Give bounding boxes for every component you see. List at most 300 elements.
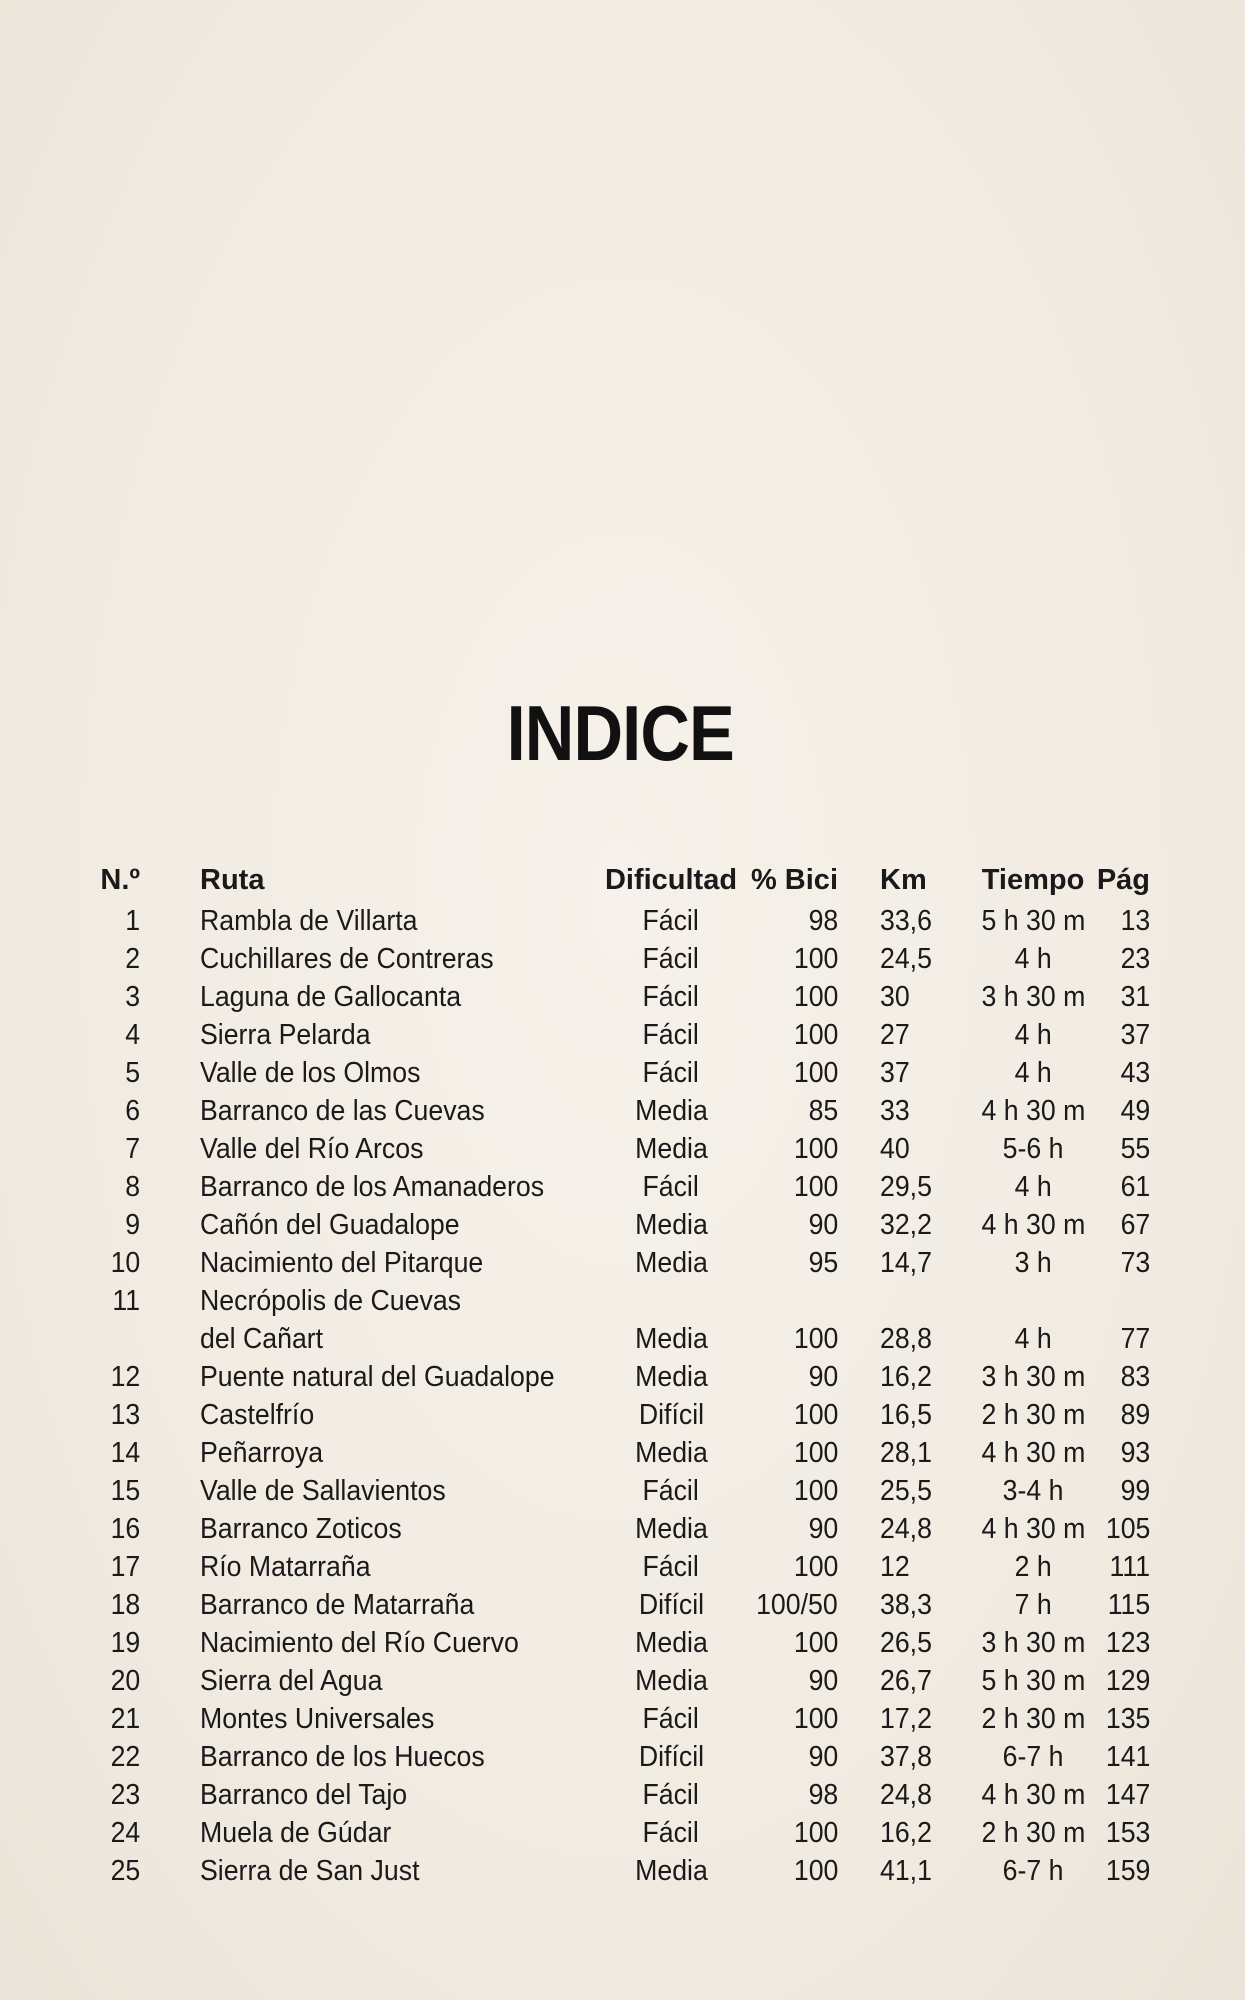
cell-num-text: 12: [110, 1361, 140, 1393]
cell-km-text: 28,1: [880, 1437, 932, 1469]
cell-tiempo-text: 5 h 30 m: [981, 905, 1085, 937]
cell-num: [100, 1206, 140, 1244]
cell-ruta-text: Barranco de los Amanaderos: [200, 1171, 545, 1203]
cell-pag: [1092, 1016, 1150, 1054]
table-row: [100, 978, 1150, 1016]
cell-tiempo-text: 5 h 30 m: [981, 1665, 1085, 1697]
cell-bici: [740, 1092, 838, 1130]
cell-num: [100, 1738, 140, 1776]
cell-dificultad: [602, 1434, 740, 1472]
cell-km-text: 29,5: [880, 1171, 932, 1203]
page-title: [72, 688, 1168, 779]
header-bici: % Bici: [750, 864, 838, 896]
cell-bici: [740, 1738, 838, 1776]
cell-dificultad-text: Fácil: [642, 1019, 700, 1051]
cell-ruta: [140, 1472, 602, 1510]
cell-pag: [1092, 902, 1150, 940]
table-row: [100, 1168, 1150, 1206]
cell-dificultad: [602, 1700, 740, 1738]
cell-dificultad-text: Media: [634, 1665, 708, 1697]
cell-ruta: [140, 1206, 602, 1244]
cell-tiempo-text: 3 h 30 m: [981, 981, 1085, 1013]
table-row: [100, 1510, 1150, 1548]
cell-dificultad-text: Fácil: [642, 1475, 700, 1507]
cell-ruta: [140, 1700, 602, 1738]
cell-pag-text: 93: [1120, 1437, 1150, 1469]
cell-dificultad: [602, 1016, 740, 1054]
cell-bici-text: 90: [808, 1361, 838, 1393]
cell-km: [838, 1092, 974, 1130]
cell-dificultad-text: Media: [634, 1513, 708, 1545]
cell-pag: [1092, 1054, 1150, 1092]
cell-num-text: 15: [110, 1475, 140, 1507]
cell-dificultad-text: Difícil: [638, 1589, 704, 1621]
cell-tiempo-text: 3 h 30 m: [981, 1361, 1085, 1393]
cell-bici: [740, 1130, 838, 1168]
cell-km-text: 26,7: [880, 1665, 932, 1697]
cell-num-text: 9: [125, 1209, 140, 1241]
cell-dificultad: [602, 978, 740, 1016]
cell-pag: [1092, 1586, 1150, 1624]
cell-tiempo: [974, 1852, 1092, 1890]
cell-pag-text: 55: [1120, 1133, 1150, 1165]
cell-pag: [1092, 940, 1150, 978]
table-row: [100, 1472, 1150, 1510]
index-table: [100, 858, 1150, 1890]
cell-tiempo: [974, 1396, 1092, 1434]
cell-dificultad: [602, 1472, 740, 1510]
cell-km: [838, 1168, 974, 1206]
cell-tiempo-text: 4 h 30 m: [981, 1095, 1085, 1127]
cell-ruta-text: Barranco Zoticos: [200, 1513, 402, 1545]
cell-num-text: 18: [110, 1589, 140, 1621]
cell-dificultad: [602, 1586, 740, 1624]
cell-bici-text: 90: [808, 1665, 838, 1697]
cell-pag: [1092, 1244, 1150, 1282]
cell-km: [838, 1852, 974, 1890]
cell-ruta: [140, 1852, 602, 1890]
cell-bici: [740, 978, 838, 1016]
cell-dificultad-text: Fácil: [642, 1817, 700, 1849]
cell-num-text: 5: [125, 1057, 140, 1089]
cell-num-text: 2: [125, 943, 140, 975]
cell-km-text: 32,2: [880, 1209, 932, 1241]
cell-km: [838, 1776, 974, 1814]
cell-dificultad: [602, 1320, 740, 1358]
cell-pag: [1092, 1472, 1150, 1510]
cell-bici: [740, 940, 838, 978]
cell-km-text: 27: [880, 1019, 910, 1051]
cell-ruta: [140, 1282, 602, 1320]
cell-dificultad-text: Media: [634, 1095, 708, 1127]
cell-km-text: 17,2: [880, 1703, 932, 1735]
cell-bici-text: 100: [793, 1855, 838, 1887]
cell-tiempo-text: 4 h: [1014, 1323, 1052, 1355]
cell-ruta: [140, 1662, 602, 1700]
cell-bici-text: 100: [793, 943, 838, 975]
cell-bici-text: 100: [793, 1399, 838, 1431]
cell-bici-text: 95: [808, 1247, 838, 1279]
table-row: [100, 1130, 1150, 1168]
cell-tiempo-text: 4 h: [1014, 943, 1052, 975]
cell-bici-text: 100: [793, 1019, 838, 1051]
cell-dificultad: [602, 902, 740, 940]
cell-dificultad-text: Media: [634, 1361, 708, 1393]
cell-dificultad-text: Fácil: [642, 943, 700, 975]
cell-pag-text: 105: [1105, 1513, 1150, 1545]
cell-tiempo: [974, 1016, 1092, 1054]
cell-pag-text: 49: [1120, 1095, 1150, 1127]
cell-pag: [1092, 1396, 1150, 1434]
table-row: [100, 1282, 1150, 1320]
cell-num: [100, 1586, 140, 1624]
cell-pag-text: 73: [1120, 1247, 1150, 1279]
cell-km-text: 33: [880, 1095, 910, 1127]
cell-pag: [1092, 1092, 1150, 1130]
cell-dificultad-text: Difícil: [638, 1399, 704, 1431]
cell-tiempo: [974, 1168, 1092, 1206]
cell-ruta-text: Cuchillares de Contreras: [200, 943, 494, 975]
cell-dificultad: [602, 1244, 740, 1282]
cell-num-text: 22: [110, 1741, 140, 1773]
cell-bici-text: 90: [808, 1741, 838, 1773]
cell-km-text: 12: [880, 1551, 910, 1583]
cell-ruta: [140, 1624, 602, 1662]
cell-ruta-text: Cañón del Guadalope: [200, 1209, 460, 1241]
table-row: [100, 1054, 1150, 1092]
cell-bici: [740, 1586, 838, 1624]
cell-tiempo-text: 5-6 h: [1002, 1133, 1064, 1165]
cell-tiempo: [974, 978, 1092, 1016]
cell-ruta: [140, 1776, 602, 1814]
cell-dificultad: [602, 1814, 740, 1852]
cell-km: [838, 1244, 974, 1282]
cell-bici-text: 100/50: [756, 1589, 838, 1621]
cell-num: [100, 1510, 140, 1548]
cell-pag: [1092, 1320, 1150, 1358]
cell-km: [838, 940, 974, 978]
cell-dificultad: [602, 1510, 740, 1548]
cell-tiempo-text: 2 h 30 m: [981, 1817, 1085, 1849]
cell-tiempo-text: 3 h 30 m: [981, 1627, 1085, 1659]
cell-km-text: 33,6: [880, 905, 932, 937]
cell-bici-text: 100: [793, 1057, 838, 1089]
table-row: [100, 1244, 1150, 1282]
cell-km-text: 26,5: [880, 1627, 932, 1659]
cell-bici-text: 98: [808, 1779, 838, 1811]
cell-ruta: [140, 1586, 602, 1624]
cell-ruta-text: Necrópolis de Cuevas: [200, 1285, 462, 1317]
cell-num: [100, 1320, 140, 1358]
cell-km: [838, 1054, 974, 1092]
cell-km: [838, 1700, 974, 1738]
cell-num-text: 20: [110, 1665, 140, 1697]
cell-tiempo-text: 4 h: [1014, 1019, 1052, 1051]
cell-tiempo-text: 4 h 30 m: [981, 1437, 1085, 1469]
cell-bici: [740, 1700, 838, 1738]
cell-tiempo: [974, 902, 1092, 940]
table-row: [100, 1016, 1150, 1054]
cell-ruta: [140, 1168, 602, 1206]
cell-bici-text: 100: [793, 1627, 838, 1659]
cell-km: [838, 1320, 974, 1358]
cell-dificultad-text: Fácil: [642, 1551, 700, 1583]
cell-tiempo-text: 4 h: [1014, 1057, 1052, 1089]
cell-pag-text: 115: [1107, 1589, 1150, 1621]
cell-km-text: 16,2: [880, 1361, 932, 1393]
cell-dificultad-text: Media: [634, 1437, 708, 1469]
header-dificultad: Dificultad: [604, 864, 738, 896]
cell-bici: [740, 1054, 838, 1092]
cell-pag: [1092, 1814, 1150, 1852]
cell-tiempo: [974, 1472, 1092, 1510]
cell-ruta: [140, 978, 602, 1016]
cell-dificultad: [602, 1168, 740, 1206]
cell-dificultad-text: Difícil: [638, 1741, 704, 1773]
cell-dificultad-text: Media: [634, 1627, 708, 1659]
cell-km: [838, 1814, 974, 1852]
cell-tiempo-text: 6-7 h: [1002, 1855, 1064, 1887]
cell-ruta: [140, 1320, 602, 1358]
cell-tiempo: [974, 1776, 1092, 1814]
cell-pag-text: 123: [1105, 1627, 1150, 1659]
cell-ruta-text: Laguna de Gallocanta: [200, 981, 462, 1013]
cell-dificultad-text: Fácil: [642, 981, 700, 1013]
cell-tiempo-text: 2 h 30 m: [981, 1703, 1085, 1735]
cell-num: [100, 1130, 140, 1168]
cell-num-text: 19: [110, 1627, 140, 1659]
cell-pag-text: 135: [1105, 1703, 1150, 1735]
cell-tiempo: [974, 1738, 1092, 1776]
cell-bici: [740, 1168, 838, 1206]
cell-dificultad: [602, 1282, 740, 1320]
cell-ruta: [140, 1396, 602, 1434]
cell-num: [100, 940, 140, 978]
cell-bici: [740, 1358, 838, 1396]
cell-ruta-text: Sierra del Agua: [200, 1665, 383, 1697]
header-tiempo: Tiempo: [981, 864, 1085, 896]
cell-bici: [740, 1282, 838, 1320]
cell-pag-text: 37: [1120, 1019, 1150, 1051]
cell-pag-text: 153: [1105, 1817, 1150, 1849]
cell-tiempo-text: 6-7 h: [1002, 1741, 1064, 1773]
table-row: [100, 1320, 1150, 1358]
cell-ruta: [140, 1016, 602, 1054]
cell-dificultad: [602, 1092, 740, 1130]
index-table-header: [100, 858, 1150, 902]
cell-tiempo: [974, 1814, 1092, 1852]
cell-bici-text: 100: [793, 1171, 838, 1203]
cell-ruta: [140, 1814, 602, 1852]
cell-tiempo: [974, 1510, 1092, 1548]
cell-tiempo-text: 2 h 30 m: [981, 1399, 1085, 1431]
cell-tiempo: [974, 1662, 1092, 1700]
cell-ruta-text: Puente natural del Guadalope: [200, 1361, 555, 1393]
cell-bici: [740, 1396, 838, 1434]
cell-num: [100, 1396, 140, 1434]
cell-km: [838, 1206, 974, 1244]
cell-dificultad-text: Fácil: [642, 1057, 700, 1089]
cell-tiempo-text: 4 h 30 m: [981, 1209, 1085, 1241]
cell-bici-text: 100: [793, 1817, 838, 1849]
cell-tiempo: [974, 1054, 1092, 1092]
cell-km: [838, 1016, 974, 1054]
cell-bici: [740, 1016, 838, 1054]
cell-num-text: 17: [110, 1551, 140, 1583]
cell-tiempo: [974, 1092, 1092, 1130]
cell-num-text: 10: [110, 1247, 140, 1279]
cell-km: [838, 1130, 974, 1168]
table-row: [100, 1396, 1150, 1434]
cell-pag: [1092, 1434, 1150, 1472]
cell-bici: [740, 902, 838, 940]
cell-tiempo: [974, 1624, 1092, 1662]
cell-km: [838, 902, 974, 940]
cell-ruta-text: Rambla de Villarta: [200, 905, 418, 937]
cell-km-text: 24,8: [880, 1513, 932, 1545]
cell-ruta-text: Nacimiento del Pitarque: [200, 1247, 484, 1279]
cell-ruta: [140, 1548, 602, 1586]
cell-num-text: 14: [110, 1437, 140, 1469]
cell-bici: [740, 1472, 838, 1510]
cell-ruta-text: Barranco de las Cuevas: [200, 1095, 485, 1127]
cell-pag: [1092, 1130, 1150, 1168]
cell-km: [838, 1282, 974, 1320]
cell-bici-text: 100: [793, 1475, 838, 1507]
table-row: [100, 1624, 1150, 1662]
cell-num-text: 7: [125, 1133, 140, 1165]
cell-tiempo: [974, 1700, 1092, 1738]
cell-dificultad: [602, 1358, 740, 1396]
cell-pag: [1092, 1510, 1150, 1548]
header-pag: Pág: [1096, 864, 1150, 896]
cell-dificultad: [602, 1130, 740, 1168]
header-num: N.º: [100, 864, 140, 896]
cell-dificultad: [602, 1852, 740, 1890]
cell-km: [838, 1434, 974, 1472]
table-row: [100, 1700, 1150, 1738]
cell-ruta: [140, 1130, 602, 1168]
cell-bici: [740, 1776, 838, 1814]
cell-tiempo: [974, 1282, 1092, 1320]
cell-dificultad-text: Fácil: [642, 1703, 700, 1735]
cell-ruta-text: Muela de Gúdar: [200, 1817, 392, 1849]
cell-num-text: 4: [125, 1019, 140, 1051]
cell-bici: [740, 1320, 838, 1358]
cell-dificultad: [602, 1662, 740, 1700]
cell-bici-text: 100: [793, 1133, 838, 1165]
table-row: [100, 902, 1150, 940]
cell-dificultad: [602, 1624, 740, 1662]
cell-ruta-text: Sierra de San Just: [200, 1855, 420, 1887]
cell-bici-text: 100: [793, 1437, 838, 1469]
cell-dificultad: [602, 1054, 740, 1092]
cell-pag-text: 13: [1120, 905, 1150, 937]
table-row: [100, 1814, 1150, 1852]
table-row: [100, 940, 1150, 978]
cell-pag-text: 61: [1120, 1171, 1150, 1203]
cell-km-text: 25,5: [880, 1475, 932, 1507]
cell-num-text: 1: [125, 905, 140, 937]
cell-tiempo-text: 4 h 30 m: [981, 1779, 1085, 1811]
cell-bici: [740, 1662, 838, 1700]
cell-tiempo-text: 7 h: [1014, 1589, 1052, 1621]
cell-ruta: [140, 902, 602, 940]
cell-tiempo-text: 3 h: [1014, 1247, 1052, 1279]
cell-tiempo-text: 3-4 h: [1002, 1475, 1064, 1507]
cell-dificultad-text: Media: [634, 1247, 708, 1279]
cell-ruta: [140, 1738, 602, 1776]
cell-num-text: 3: [125, 981, 140, 1013]
cell-tiempo: [974, 940, 1092, 978]
cell-num: [100, 1168, 140, 1206]
cell-pag: [1092, 1168, 1150, 1206]
cell-bici: [740, 1852, 838, 1890]
cell-num-text: 16: [110, 1513, 140, 1545]
cell-num: [100, 1358, 140, 1396]
cell-pag: [1092, 1738, 1150, 1776]
cell-km-text: 37,8: [880, 1741, 932, 1773]
cell-ruta: [140, 1092, 602, 1130]
cell-tiempo-text: 2 h: [1014, 1551, 1052, 1583]
cell-km-text: 24,5: [880, 943, 932, 975]
cell-dificultad: [602, 1396, 740, 1434]
cell-ruta: [140, 1054, 602, 1092]
cell-bici-text: 100: [793, 1703, 838, 1735]
cell-dificultad-text: Fácil: [642, 905, 700, 937]
cell-num: [100, 1092, 140, 1130]
cell-bici-text: 100: [793, 1551, 838, 1583]
cell-km-text: 14,7: [880, 1247, 932, 1279]
cell-pag: [1092, 1358, 1150, 1396]
cell-pag: [1092, 1548, 1150, 1586]
cell-pag-text: 77: [1120, 1323, 1150, 1355]
cell-km: [838, 1358, 974, 1396]
cell-tiempo: [974, 1586, 1092, 1624]
cell-pag: [1092, 1206, 1150, 1244]
cell-num-text: 13: [110, 1399, 140, 1431]
cell-bici-text: 100: [793, 1323, 838, 1355]
page-title-text: INDICE: [506, 689, 734, 777]
cell-km: [838, 978, 974, 1016]
cell-km: [838, 1624, 974, 1662]
cell-bici-text: 100: [793, 981, 838, 1013]
cell-num: [100, 1016, 140, 1054]
cell-num: [100, 1662, 140, 1700]
cell-pag-text: 67: [1120, 1209, 1150, 1241]
cell-tiempo: [974, 1548, 1092, 1586]
cell-pag-text: 99: [1120, 1475, 1150, 1507]
cell-ruta-text: Río Matarraña: [200, 1551, 371, 1583]
cell-pag: [1092, 1662, 1150, 1700]
cell-km: [838, 1738, 974, 1776]
cell-dificultad-text: Media: [634, 1323, 708, 1355]
cell-bici-text: 85: [808, 1095, 838, 1127]
cell-num: [100, 978, 140, 1016]
header-km: Km: [880, 864, 927, 896]
cell-num-text: 6: [125, 1095, 140, 1127]
cell-km: [838, 1662, 974, 1700]
cell-km: [838, 1548, 974, 1586]
cell-km-text: 41,1: [880, 1855, 932, 1887]
cell-km-text: 30: [880, 981, 910, 1013]
cell-num: [100, 1054, 140, 1092]
cell-bici: [740, 1548, 838, 1586]
cell-km: [838, 1396, 974, 1434]
cell-km: [838, 1472, 974, 1510]
cell-tiempo: [974, 1434, 1092, 1472]
cell-num-text: 21: [110, 1703, 140, 1735]
